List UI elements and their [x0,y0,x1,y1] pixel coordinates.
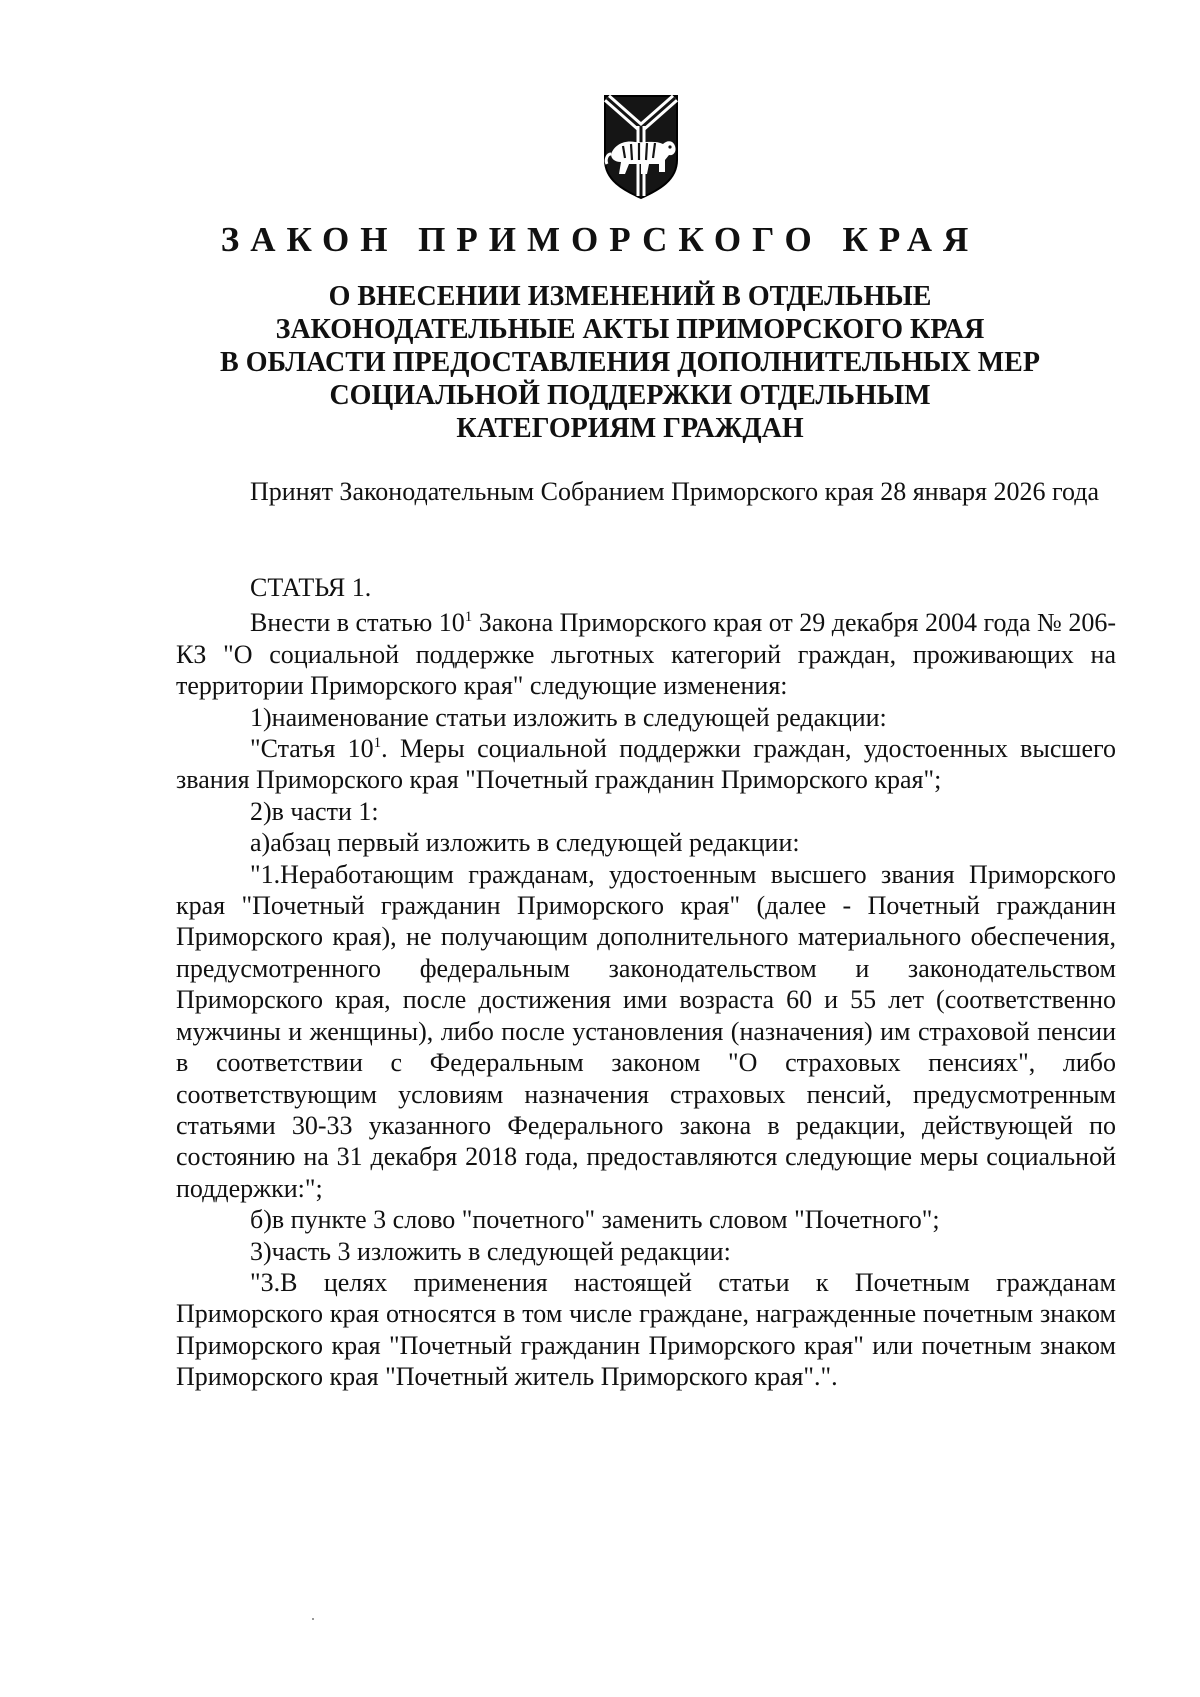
document-body [176,572,1116,1393]
subtitle-line: В ОБЛАСТИ ПРЕДОСТАВЛЕНИЯ ДОПОЛНИТЕЛЬНЫХ МЕР [220,347,1040,378]
item-3-quote: "3.В целях применения настоящей статьи к Почетным гражданам Приморского края относятся в том числе граждане, награжденные почетным знаком Приморского края "Почетный гражданин Приморского края" или почетным знаком Приморского края "Почетный житель Приморского края".". [176,1267,1116,1392]
law-title: ЗАКОН ПРИМОРСКОГО КРАЯ [220,220,980,259]
item-2a-quote: "1.Неработающим гражданам, удостоенным высшего звания Приморского края "Почетный гражданин Приморского края" (далее - Почетный гражданин Приморского края), не получающим дополнительного материального обеспечения, предусмотренного федеральным законодательством и законодательством Приморского края, после достижения ими возраста 60 и 55 лет (соответственно мужчины и женщины), либо после установления (назначения) им страховой пенсии в соответствии с Федеральным законом "О страховых пенсиях", либо соответствующим условиям назначения страховых пенсий, предусмотренным статьями 30-33 указанного Федерального закона в редакции, действующей по состоянию на 31 декабря 2018 года, предоставляются следующие меры социальной поддержки:"; [176,859,1116,1203]
item-2b: б)в пункте 3 слово "почетного" заменить словом "Почетного"; [250,1205,940,1235]
item-1-quote: "Статья $10^1$. Меры социальной поддержки граждан, удостоенных высшего звания Приморского края "Почетный гражданин Приморского края"; [176,734,1117,795]
coat-of-arms-icon [601,94,681,200]
subtitle-line: СОЦИАЛЬНОЙ ПОДДЕРЖКИ ОТДЕЛЬНЫМ [329,380,931,411]
item-2: 2)в части 1: [250,796,379,826]
subtitle-line: КАТЕГОРИЯМ ГРАЖДАН [456,413,804,444]
scan-speck [312,1618,314,1620]
subtitle-line: ЗАКОНОДАТЕЛЬНЫЕ АКТЫ ПРИМОРСКОГО КРАЯ [275,314,985,345]
subtitle-line: О ВНЕСЕНИИ ИЗМЕНЕНИЙ В ОТДЕЛЬНЫЕ [328,281,932,312]
adoption-statement: Принят Законодательным Собранием Приморского края 28 января 2026 года [250,477,1100,506]
item-3: 3)часть 3 изложить в следующей редакции: [250,1236,731,1266]
item-2a: а)абзац первый изложить в следующей редакции: [250,828,800,858]
article-intro: Внести в статью $10^1$ Закона Приморского края от 29 декабря 2004 года № 206-КЗ "О социальной поддержке льготных категорий граждан, проживающих на территории Приморского края" следующие изменения: [176,608,1117,701]
item-1: 1)наименование статьи изложить в следующей редакции: [250,702,887,732]
law-subtitle [160,280,1100,445]
article-heading: СТАТЬЯ 1. [250,573,372,602]
